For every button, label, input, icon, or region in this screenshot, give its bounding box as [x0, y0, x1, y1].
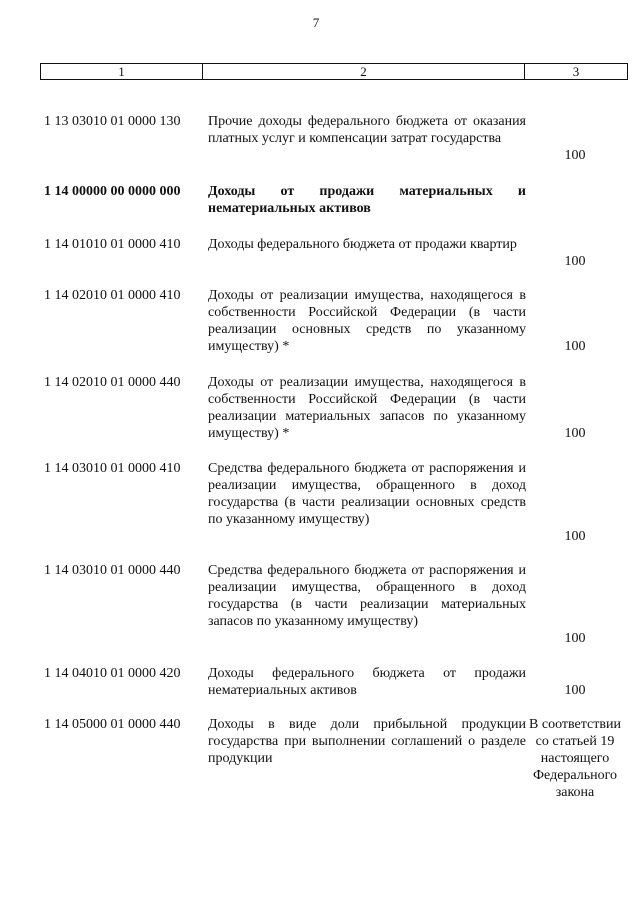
row-code: 1 14 03010 01 0000 440: [44, 563, 181, 578]
row-code: 1 13 03010 01 0000 130: [44, 114, 181, 129]
row-description: Доходы федерального бюджета от продажи квартир: [208, 237, 517, 252]
row-value: 100: [564, 529, 586, 544]
row-value: 100: [564, 683, 586, 698]
row-code: 1 14 02010 01 0000 410: [44, 288, 181, 303]
row-description: Средства федерального бюджета от распоряжения и реализации имущества, обращенного в доход государства (в части реализации основных средств по указанному имуществу): [208, 461, 526, 527]
header-col-1: 1: [41, 64, 203, 79]
row-code: 1 14 00000 00 0000 000: [44, 184, 181, 199]
row-description: Доходы от реализации имущества, находящегося в собственности Российской Федерации (в части реализации основных средств по указанному имуществу) *: [208, 288, 526, 354]
row-description: Доходы от реализации имущества, находящегося в собственности Российской Федерации (в части реализации материальных запасов по указанному имуществу) *: [208, 375, 526, 441]
row-description: Средства федерального бюджета от распоряжения и реализации имущества, обращенного в доход государства (в части реализации материальных запасов по указанному имуществу): [208, 563, 526, 629]
table-header: [40, 63, 628, 80]
row-code: 1 14 02010 01 0000 440: [44, 375, 181, 390]
row-description: Доходы в виде доли прибыльной продукции государства при выполнении соглашений о разделе продукции: [208, 717, 526, 766]
row-value: 100: [564, 631, 586, 646]
row-value: 100: [564, 426, 586, 441]
header-col-3: 3: [572, 64, 580, 79]
row-description: Доходы федерального бюджета от продажи нематериальных активов: [208, 666, 526, 698]
row-description: Доходы от продажи материальных и нематериальных активов: [208, 184, 526, 216]
row-description: Прочие доходы федерального бюджета от оказания платных услуг и компенсации затрат государства: [208, 114, 526, 146]
row-value: В соответствии со статьей 19 настоящего Федерального закона: [529, 717, 621, 800]
row-code: 1 14 01010 01 0000 410: [44, 237, 181, 252]
header-col-2: 2: [203, 64, 525, 79]
row-value: 100: [564, 339, 586, 354]
row-code: 1 14 04010 01 0000 420: [44, 666, 181, 681]
row-code: 1 14 05000 01 0000 440: [44, 717, 181, 732]
row-value: 100: [564, 148, 586, 163]
row-value: 100: [564, 254, 586, 269]
row-code: 1 14 03010 01 0000 410: [44, 461, 181, 476]
page-number: 7: [312, 15, 320, 30]
